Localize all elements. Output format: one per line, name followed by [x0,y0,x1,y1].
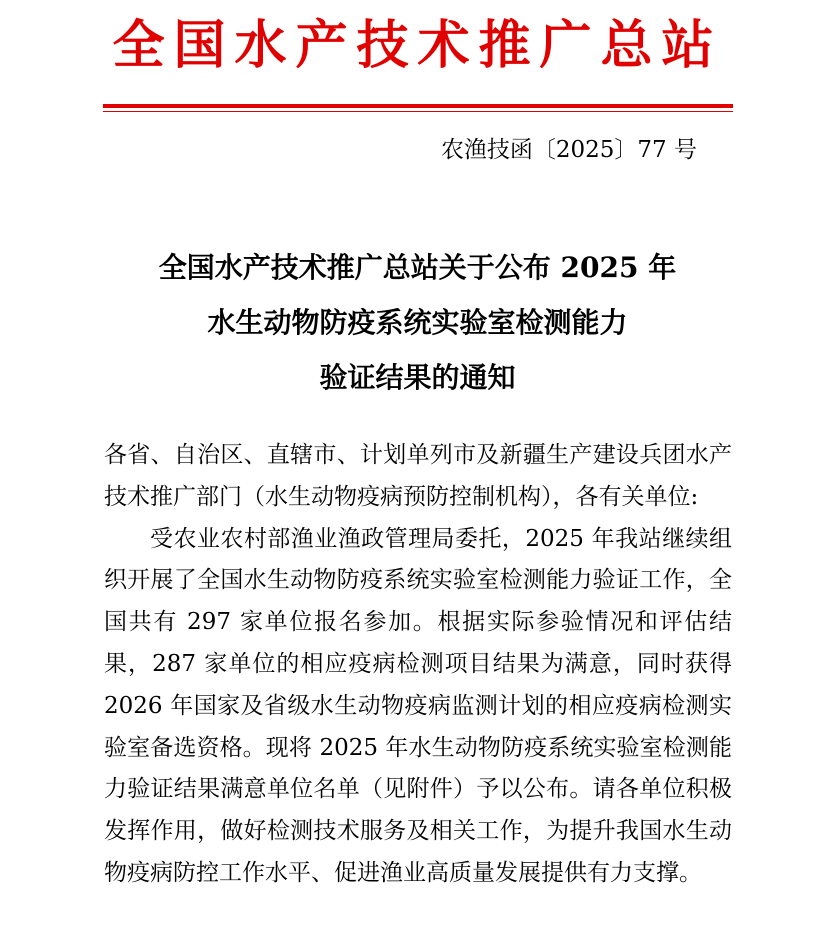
document-title [0,240,835,405]
letterhead-red-rule-thick [103,104,733,108]
letterhead-red-rule-thin [103,111,733,112]
letterhead-org-name: 全国水产技术推广总站 [112,15,723,76]
salutation: 各省、自治区、直辖市、计划单列市及新疆生产建设兵团水产技术推广部门（水生动物疫病预防控制机构），各有关单位: [104,442,732,510]
document-number: 农渔技函〔2025〕77 号 [440,137,697,163]
title-line-2: 水生动物防疫系统实验室检测能力 [207,306,628,339]
title-line-3: 验证结果的通知 [319,361,516,394]
title-line-1: 全国水产技术推广总站关于公布 2025 年 [158,251,677,284]
document-body [104,435,732,895]
body-paragraph: 受农业农村部渔业渔政管理局委托，2025 年我站继续组织开展了全国水生动物防疫系统实验室检测能力验证工作，全国共有 297 家单位报名参加。根据实际参验情况和评估结果，287 家单位的相应疫病检测项目结果为满意，同时获得 2026 年国家及省级水生动物疫病监测计划的相应疫病检测实验室备选资格。现将 2025 年水生动物防疫系统实验室检测能力验证结果满意单位名单（见附件）予以公布。请各单位积极发挥作用，做好检测技术服务及相关工作，为提升我国水生动物疫病防控工作水平、促进渔业高质量发展提供有力支撑。 [104,525,732,886]
